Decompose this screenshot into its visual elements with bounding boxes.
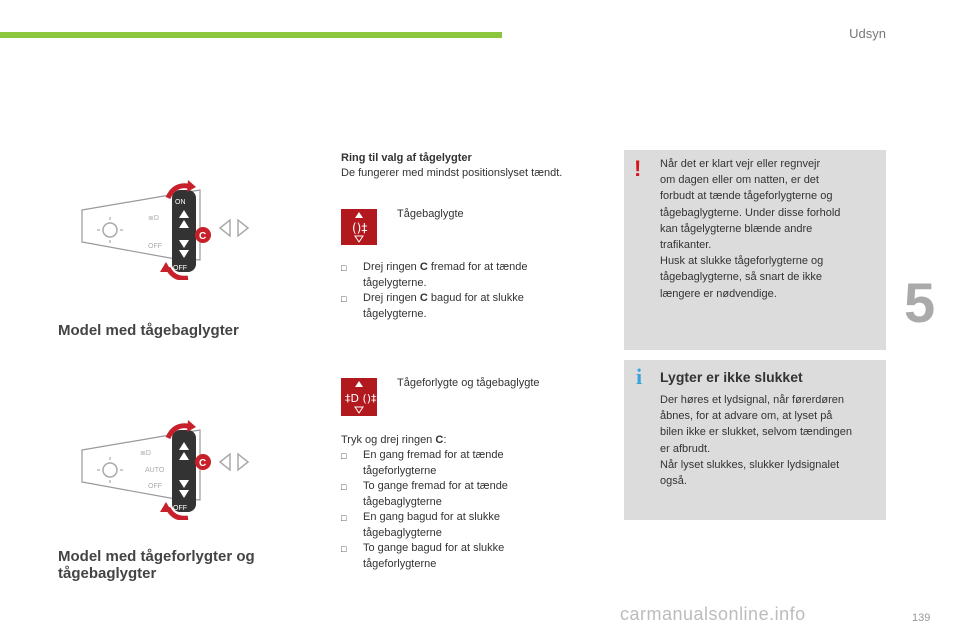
ring-heading: Ring til valg af tågelygter (341, 152, 472, 164)
front-rear-fog-label: Tågeforlygte og tågebaglygte (397, 377, 540, 389)
list-item: □ To gange bagud for at slukke tågeforlygterne (341, 542, 505, 570)
svg-text:AUTO: AUTO (145, 467, 165, 474)
svg-text:C: C (199, 458, 207, 469)
model1-title: Model med tågebaglygter (58, 322, 239, 339)
info-title: Lygter er ikke slukket (660, 369, 803, 385)
stalk-illustration-2 (70, 420, 300, 520)
svg-text:≣D: ≣D (148, 215, 159, 222)
list-item: □ En gang fremad for at tænde tågeforlygterne (341, 449, 504, 477)
list-item: □ Drej ringen C bagud for at slukke tågelygterne. (341, 292, 524, 320)
svg-text:OFF: OFF (148, 243, 162, 250)
rear-fog-symbol (341, 209, 377, 245)
warning-text: Når det er klart vejr eller regnvejr om dagen eller om natten, er det forbudt at tænde tågeforlygterne og tågebaglygterne. Under disse forhold kan tågelygterne blænde andre trafikanter. Husk at slukke tågeforlygterne og tågebaglygterne, så snart de ikke længere er nødvendige. (660, 158, 841, 300)
svg-text:≣D: ≣D (140, 450, 151, 457)
info-panel (624, 360, 886, 520)
svg-text:ON: ON (175, 199, 186, 206)
model2-title: Model med tågeforlygter og tågebaglygter (58, 548, 255, 582)
top-accent-bar (0, 32, 502, 38)
page-number: 139 (912, 612, 931, 624)
svg-text:OFF: OFF (173, 505, 187, 512)
info-icon: i (636, 364, 643, 389)
ring-intro: De fungerer med mindst positionslyset tændt. (341, 167, 563, 179)
front-rear-fog-symbol (341, 378, 377, 416)
rear-fog-label: Tågebaglygte (397, 208, 464, 220)
list-item: □ Drej ringen C fremad for at tænde tågelygterne. (341, 261, 528, 289)
bullets-rear-fog (341, 260, 601, 322)
list-item: □ To gange fremad for at tænde tågebaglygterne (341, 480, 508, 508)
tryk-line: Tryk og drej ringen C: (341, 434, 447, 446)
chapter-number: 5 (904, 271, 936, 334)
svg-text:OFF: OFF (173, 265, 187, 272)
svg-text:C: C (199, 231, 207, 242)
svg-text:‡D ()‡: ‡D ()‡ (345, 392, 377, 405)
stalk-illustration-1 (70, 180, 300, 280)
svg-text:()‡: ()‡ (352, 221, 368, 235)
bullets-front-rear-fog (341, 448, 601, 572)
watermark: carmanualsonline.info (620, 604, 806, 624)
info-text: Der høres et lydsignal, når førerdøren åbnes, for at advare om, at lyset på bilen ikke er slukket, selvom tændingen er afbrudt. Når lyset slukkes, slukker lydsignalet også. (660, 394, 852, 488)
exclamation-icon: ! (634, 156, 642, 181)
section-title: Udsyn (849, 26, 886, 41)
warning-panel (624, 150, 886, 350)
list-item: □ En gang bagud for at slukke tågebaglygterne (341, 511, 500, 539)
svg-text:OFF: OFF (148, 483, 162, 490)
